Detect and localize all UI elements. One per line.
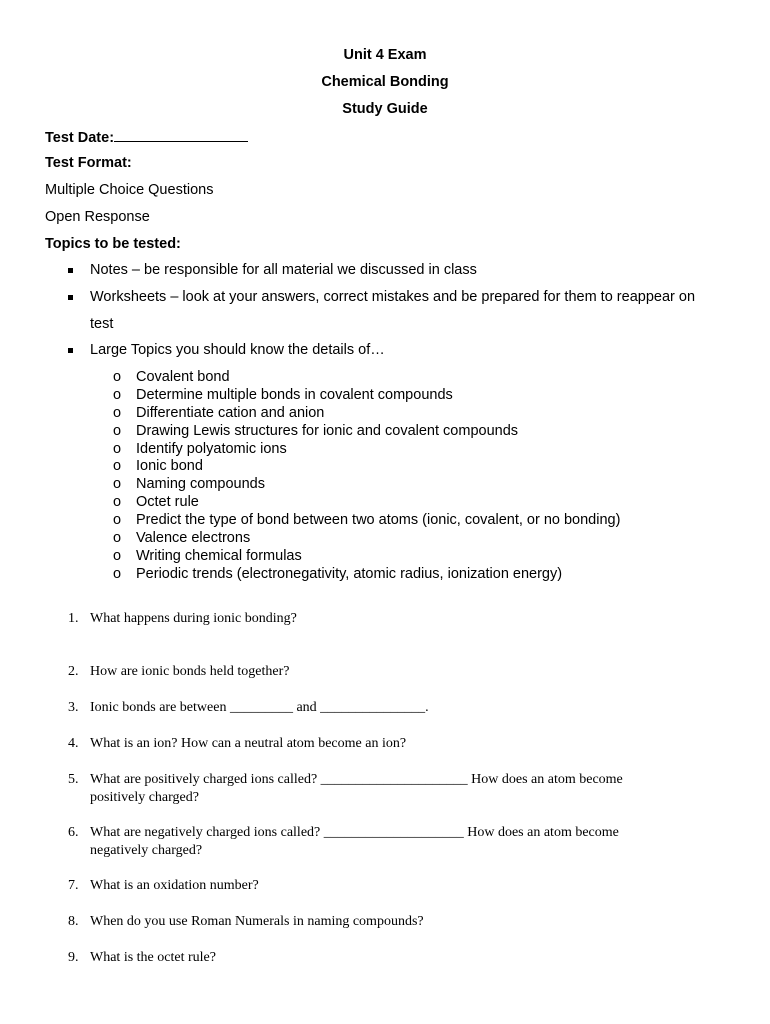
test-format-label: Test Format: [45,155,132,171]
bullet-marker [68,295,73,300]
sub-marker: o [113,476,122,492]
sub-marker: o [113,441,122,457]
bullet-worksheets-continued: test [90,316,114,332]
sub-topic-item [113,512,620,528]
sub-topic-item [113,494,199,510]
question-text: What are negatively charged ions called? ____________________ How does an atom become negatively charged? [90,825,619,858]
bullet-marker [68,348,73,353]
test-date-label: Test Date: [45,130,115,146]
question-text: How are ionic bonds held together? [90,664,290,679]
question-number: 3. [68,700,79,715]
question-item [68,699,708,717]
sub-topic-item [113,423,518,439]
sub-topic-text: Identify polyatomic ions [136,441,287,457]
question-item [68,877,708,895]
question-number: 1. [68,611,79,626]
test-date-blank [114,128,248,142]
bullet-marker [68,268,73,273]
question-number: 5. [68,772,79,787]
sub-marker: o [113,405,122,421]
sub-topic-text: Covalent bond [136,369,230,385]
sub-topic-text: Differentiate cation and anion [136,405,325,421]
sub-marker: o [113,458,122,474]
question-text: When do you use Roman Numerals in naming compounds? [90,914,424,929]
question-text: What is an oxidation number? [90,878,259,893]
sub-topic-item [113,369,230,385]
sub-marker: o [113,369,122,385]
sub-topic-item [113,530,250,546]
question-number: 7. [68,878,79,893]
exam-title: Unit 4 Exam [343,47,427,63]
question-item [68,735,708,753]
question-item [68,913,708,931]
bullet-notes: Notes – be responsible for all material we discussed in class [90,262,477,278]
document-type: Study Guide [342,101,428,117]
sub-marker: o [113,566,122,582]
sub-marker: o [113,530,122,546]
test-date-row [45,128,248,146]
exam-subject: Chemical Bonding [321,74,449,90]
question-number: 4. [68,736,79,751]
question-number: 8. [68,914,79,929]
question-text: What are positively charged ions called? _____________________ How does an atom become positively charged? [90,772,623,805]
sub-topic-text: Naming compounds [136,476,265,492]
sub-topic-text: Ionic bond [136,458,203,474]
question-item [68,663,708,681]
sub-marker: o [113,512,122,528]
sub-topic-item [113,566,562,582]
sub-topic-text: Determine multiple bonds in covalent compounds [136,387,453,403]
sub-marker: o [113,548,122,564]
sub-marker: o [113,387,122,403]
question-number: 9. [68,950,79,965]
question-item [68,824,708,860]
sub-topic-item [113,476,265,492]
format-open-response: Open Response [45,209,150,225]
sub-marker: o [113,494,122,510]
sub-topic-text: Valence electrons [136,530,251,546]
sub-topic-item [113,441,287,457]
topics-label: Topics to be tested: [45,236,181,252]
question-text: Ionic bonds are between _________ and _______________. [90,700,429,715]
sub-topic-item [113,405,324,421]
format-multiple-choice: Multiple Choice Questions [45,182,214,198]
question-text: What is the octet rule? [90,950,216,965]
sub-topic-text: Predict the type of bond between two atoms (ionic, covalent, or no bonding) [136,512,621,528]
question-text: What happens during ionic bonding? [90,611,297,626]
sub-topic-item [113,387,453,403]
question-item [68,771,708,807]
question-number: 2. [68,664,79,679]
sub-topic-text: Octet rule [136,494,199,510]
question-number: 6. [68,825,79,840]
bullet-worksheets: Worksheets – look at your answers, correct mistakes and be prepared for them to reappear on [90,289,696,305]
question-item [68,949,708,967]
sub-topic-text: Periodic trends (electronegativity, atomic radius, ionization energy) [136,566,563,582]
question-item [68,610,708,628]
sub-topic-item [113,548,302,564]
sub-marker: o [113,423,122,439]
bullet-large-topics: Large Topics you should know the details of… [90,342,385,358]
sub-topic-text: Drawing Lewis structures for ionic and covalent compounds [136,423,519,439]
question-text: What is an ion? How can a neutral atom become an ion? [90,736,407,751]
sub-topic-text: Writing chemical formulas [136,548,302,564]
sub-topic-item [113,458,203,474]
